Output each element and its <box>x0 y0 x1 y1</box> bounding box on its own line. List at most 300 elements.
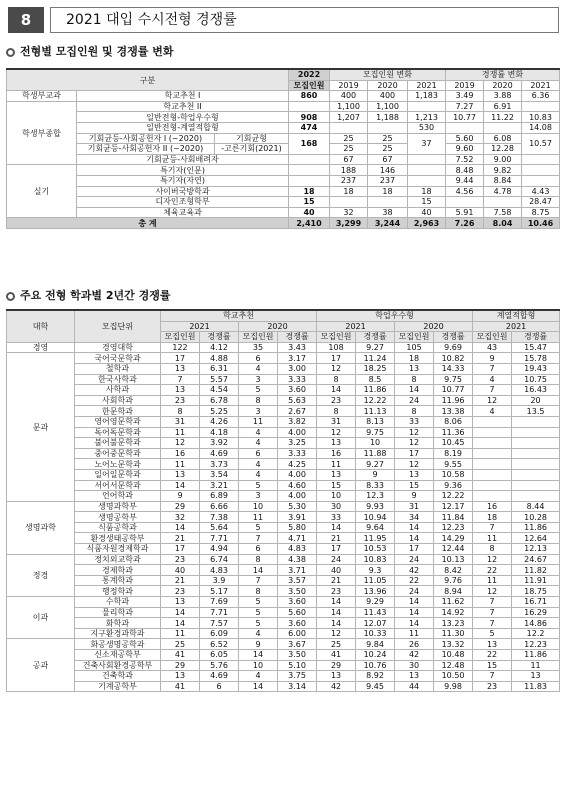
recruit-value: 38 <box>368 207 408 218</box>
value-cell: 14 <box>239 681 278 692</box>
value-cell: 4.38 <box>278 554 317 565</box>
value-cell: 10 <box>239 660 278 671</box>
column-header: 모집인원 변화 <box>330 69 446 80</box>
value-cell: 15 <box>395 480 434 491</box>
value-cell: 4 <box>473 374 512 385</box>
value-cell: 21 <box>317 575 356 586</box>
column-header: 2021 <box>473 321 560 332</box>
table-row <box>7 522 560 533</box>
value-cell: 18 <box>395 353 434 364</box>
value-cell <box>473 416 512 427</box>
value-cell: 3 <box>239 374 278 385</box>
value-cell: 10.45 <box>434 438 473 449</box>
value-cell: 16 <box>161 448 200 459</box>
ratio-value: 10.77 <box>446 112 484 123</box>
table-row <box>7 628 560 639</box>
value-cell: 12 <box>161 438 200 449</box>
value-cell: 23 <box>161 395 200 406</box>
table-row <box>7 395 560 406</box>
recruit-value <box>408 154 446 165</box>
table-row <box>7 554 560 565</box>
ratio-value: 4.78 <box>484 186 522 197</box>
value-cell: 11.91 <box>512 575 560 586</box>
ratio-value: 7.27 <box>446 101 484 112</box>
value-cell: 29 <box>161 501 200 512</box>
recruit-value: 1,100 <box>368 101 408 112</box>
recruit-value <box>408 165 446 176</box>
value-cell: 8.13 <box>356 416 395 427</box>
value-cell: 11.84 <box>434 512 473 523</box>
value-cell: 41 <box>161 681 200 692</box>
value-cell: 3.33 <box>278 374 317 385</box>
department-name: 식품자원경제학과 <box>75 544 161 555</box>
value-cell: 5 <box>473 628 512 639</box>
circle-bullet-icon <box>6 48 15 57</box>
value-2022: 15 <box>289 197 330 208</box>
value-cell: 13 <box>317 469 356 480</box>
table-row <box>7 406 560 417</box>
value-cell <box>512 491 560 502</box>
value-cell: 4.12 <box>200 342 239 353</box>
row-label: 특기자(자연) <box>77 175 289 186</box>
value-cell: 24 <box>395 586 434 597</box>
value-cell: 11 <box>239 512 278 523</box>
department-name: 행정학과 <box>75 586 161 597</box>
value-cell: 7 <box>473 607 512 618</box>
value-cell: 29 <box>161 660 200 671</box>
value-cell: 23 <box>317 586 356 597</box>
table-row <box>7 491 560 502</box>
department-name: 수학과 <box>75 597 161 608</box>
table-row <box>7 165 560 176</box>
row-label: 기회균등-사회공헌자 II (~2020) <box>77 144 215 155</box>
value-cell: 14 <box>395 533 434 544</box>
value-cell: 3.67 <box>278 639 317 650</box>
value-2022 <box>289 154 330 165</box>
recruit-value <box>408 175 446 186</box>
value-cell <box>473 459 512 470</box>
department-name: 생명과학부 <box>75 501 161 512</box>
value-cell: 8 <box>161 406 200 417</box>
column-header: 모집인원 <box>317 332 356 343</box>
value-cell: 13.5 <box>512 406 560 417</box>
value-2022: 18 <box>289 186 330 197</box>
value-cell: 8.44 <box>512 501 560 512</box>
ratio-value: 11.22 <box>484 112 522 123</box>
value-cell: 24 <box>317 554 356 565</box>
header-row <box>7 310 560 321</box>
section1-title: 전형별 모집인원 및 경쟁률 변화 <box>20 45 174 58</box>
value-cell: 5 <box>239 618 278 629</box>
value-cell: 20 <box>512 395 560 406</box>
value-cell: 11.36 <box>434 427 473 438</box>
value-cell: 5.80 <box>278 522 317 533</box>
value-cell: 10.82 <box>434 353 473 364</box>
table-row <box>7 575 560 586</box>
value-cell: 11 <box>473 575 512 586</box>
value-cell: 30 <box>317 501 356 512</box>
table-row <box>7 112 560 123</box>
value-cell: 12.13 <box>512 544 560 555</box>
value-cell: 7.57 <box>200 618 239 629</box>
value-cell: 6.78 <box>200 395 239 406</box>
value-cell: 9 <box>395 491 434 502</box>
total-value: 2,963 <box>408 218 446 229</box>
table-row <box>7 385 560 396</box>
value-cell: 4 <box>239 363 278 374</box>
value-cell: 32 <box>161 512 200 523</box>
value-cell: 18.25 <box>356 363 395 374</box>
recruit-value <box>368 122 408 133</box>
department-name: 물리학과 <box>75 607 161 618</box>
value-cell: 7 <box>239 533 278 544</box>
value-cell: 9.29 <box>356 597 395 608</box>
value-cell: 9.75 <box>356 427 395 438</box>
value-cell: 12.64 <box>512 533 560 544</box>
column-header: 계열적합형 <box>473 310 560 321</box>
value-cell: 7 <box>473 522 512 533</box>
value-cell: 8 <box>239 586 278 597</box>
recruit-value: 1,188 <box>368 112 408 123</box>
value-cell: 8 <box>239 395 278 406</box>
table-row <box>7 207 560 218</box>
row-label: 특기자(인문) <box>77 165 289 176</box>
row-label: 디자인조형학부 <box>77 197 289 208</box>
value-cell: 12 <box>395 438 434 449</box>
ratio-value: 10.57 <box>522 133 560 154</box>
row-sublabel: -고른기회(2021) <box>215 144 289 155</box>
recruit-value: 188 <box>330 165 368 176</box>
department-competition-table <box>6 309 560 692</box>
recruit-value: 25 <box>330 133 368 144</box>
value-cell: 6.31 <box>200 363 239 374</box>
department-name: 기계공학부 <box>75 681 161 692</box>
value-cell: 8 <box>395 406 434 417</box>
value-cell: 8.06 <box>434 416 473 427</box>
recruit-value: 18 <box>330 186 368 197</box>
value-cell: 12.23 <box>512 639 560 650</box>
value-cell: 9.75 <box>434 374 473 385</box>
recruit-value: 1,213 <box>408 112 446 123</box>
value-cell: 5.25 <box>200 406 239 417</box>
value-cell <box>512 416 560 427</box>
value-cell: 12.23 <box>434 522 473 533</box>
department-name: 불어불문학과 <box>75 438 161 449</box>
table-row <box>7 122 560 133</box>
value-cell: 5.57 <box>200 374 239 385</box>
column-header: 모집인원 <box>395 332 434 343</box>
value-cell <box>512 469 560 480</box>
column-header: 모집인원 <box>161 332 200 343</box>
value-cell: 10.13 <box>434 554 473 565</box>
value-cell: 14.92 <box>434 607 473 618</box>
value-cell: 16.71 <box>512 597 560 608</box>
value-cell: 14 <box>395 618 434 629</box>
value-cell: 10 <box>356 438 395 449</box>
value-cell: 14 <box>317 522 356 533</box>
value-cell: 9 <box>239 639 278 650</box>
value-cell: 12.07 <box>356 618 395 629</box>
value-cell: 25 <box>161 639 200 650</box>
value-cell: 5.10 <box>278 660 317 671</box>
value-cell <box>512 480 560 491</box>
value-cell: 10.58 <box>434 469 473 480</box>
value-cell: 7 <box>239 575 278 586</box>
value-cell: 4.83 <box>200 565 239 576</box>
value-cell: 3.14 <box>278 681 317 692</box>
value-cell: 4.69 <box>200 448 239 459</box>
value-cell: 14 <box>395 522 434 533</box>
value-cell: 4.69 <box>200 671 239 682</box>
value-cell: 5.64 <box>200 522 239 533</box>
value-cell: 3.17 <box>278 353 317 364</box>
value-cell: 4 <box>239 427 278 438</box>
college-cell: 정경 <box>7 554 75 596</box>
ratio-value <box>522 101 560 112</box>
column-header: 모집인원 <box>289 80 330 91</box>
total-value: 7.26 <box>446 218 484 229</box>
value-cell: 12 <box>473 554 512 565</box>
college-cell: 문과 <box>7 353 75 501</box>
value-cell: 11.24 <box>356 353 395 364</box>
college-cell: 이과 <box>7 597 75 639</box>
value-cell: 9 <box>356 469 395 480</box>
header-row <box>7 69 560 80</box>
value-cell: 13 <box>161 363 200 374</box>
recruit-value <box>330 197 368 208</box>
ratio-value: 9.82 <box>484 165 522 176</box>
department-name: 식품공학과 <box>75 522 161 533</box>
value-cell: 3.82 <box>278 416 317 427</box>
column-header: 학교추천 <box>161 310 317 321</box>
table-row <box>7 671 560 682</box>
value-cell: 31 <box>395 501 434 512</box>
table-row <box>7 544 560 555</box>
recruit-value: 37 <box>408 133 446 154</box>
value-cell: 122 <box>161 342 200 353</box>
value-cell: 2.67 <box>278 406 317 417</box>
department-name: 건축사회환경공학부 <box>75 660 161 671</box>
ratio-value: 7.52 <box>446 154 484 165</box>
column-header: 2020 <box>368 80 408 91</box>
value-cell: 9 <box>161 491 200 502</box>
value-cell: 42 <box>395 565 434 576</box>
value-cell: 35 <box>239 342 278 353</box>
value-cell <box>473 448 512 459</box>
value-cell: 4.71 <box>278 533 317 544</box>
value-cell: 23 <box>161 554 200 565</box>
table-row <box>7 342 560 353</box>
column-header: 모집단위 <box>75 310 161 342</box>
ratio-value <box>522 165 560 176</box>
ratio-value <box>484 197 522 208</box>
department-name: 영어영문학과 <box>75 416 161 427</box>
department-name: 경제학과 <box>75 565 161 576</box>
ratio-value <box>522 175 560 186</box>
ratio-value: 9.44 <box>446 175 484 186</box>
value-cell: 14 <box>317 597 356 608</box>
value-cell: 29 <box>317 660 356 671</box>
value-cell: 11.86 <box>356 385 395 396</box>
value-cell: 3.9 <box>200 575 239 586</box>
value-cell: 10.33 <box>356 628 395 639</box>
table-row <box>7 480 560 491</box>
ratio-value: 8.75 <box>522 207 560 218</box>
column-header: 2020 <box>484 80 522 91</box>
column-header: 2022 <box>289 69 330 80</box>
table-row <box>7 186 560 197</box>
value-cell: 18.75 <box>512 586 560 597</box>
value-cell: 14 <box>161 618 200 629</box>
value-cell: 6 <box>239 448 278 459</box>
row-label: 일반전형-계열적합형 <box>77 122 289 133</box>
value-cell: 11.05 <box>356 575 395 586</box>
department-name: 한국사학과 <box>75 374 161 385</box>
row-label: 사이버국방학과 <box>77 186 289 197</box>
table-row <box>7 154 560 165</box>
value-cell: 11 <box>395 628 434 639</box>
page-header <box>8 7 559 33</box>
row-label: 체육교육과 <box>77 207 289 218</box>
column-header: 대학 <box>7 310 75 342</box>
value-cell: 11.82 <box>512 565 560 576</box>
column-header: 경쟁률 변화 <box>446 69 560 80</box>
column-header: 구분 <box>7 69 289 91</box>
value-cell: 10.83 <box>356 554 395 565</box>
value-cell: 6 <box>200 681 239 692</box>
recruit-value: 1,207 <box>330 112 368 123</box>
value-cell: 3.43 <box>278 342 317 353</box>
value-cell: 34 <box>395 512 434 523</box>
recruit-value: 15 <box>408 197 446 208</box>
value-cell: 12.44 <box>434 544 473 555</box>
total-row <box>7 218 560 229</box>
value-2022: 168 <box>289 133 330 154</box>
value-cell: 17 <box>161 544 200 555</box>
table-row <box>7 416 560 427</box>
table-row <box>7 175 560 186</box>
value-cell <box>473 427 512 438</box>
value-cell: 14 <box>161 480 200 491</box>
column-header: 경쟁률 <box>278 332 317 343</box>
table-row <box>7 586 560 597</box>
value-cell: 15 <box>473 660 512 671</box>
value-cell: 14 <box>317 607 356 618</box>
table-row <box>7 374 560 385</box>
value-cell: 9.84 <box>356 639 395 650</box>
value-cell: 13.32 <box>434 639 473 650</box>
value-cell: 10.48 <box>434 650 473 661</box>
value-2022: 908 <box>289 112 330 123</box>
value-cell: 6 <box>239 353 278 364</box>
department-name: 신소재공학부 <box>75 650 161 661</box>
value-cell: 23 <box>317 395 356 406</box>
value-cell: 4.00 <box>278 491 317 502</box>
total-value: 3,244 <box>368 218 408 229</box>
table-row <box>7 363 560 374</box>
value-cell: 14 <box>239 650 278 661</box>
recruit-value: 67 <box>330 154 368 165</box>
value-cell: 24.67 <box>512 554 560 565</box>
row-label: 기회균등-사회배려자 <box>77 154 289 165</box>
value-cell: 23 <box>473 681 512 692</box>
value-cell: 11 <box>317 459 356 470</box>
ratio-value <box>484 122 522 133</box>
value-cell: 15.47 <box>512 342 560 353</box>
value-cell: 7.71 <box>200 533 239 544</box>
value-cell: 11.30 <box>434 628 473 639</box>
value-cell: 9 <box>473 353 512 364</box>
value-cell: 10.28 <box>512 512 560 523</box>
value-cell: 42 <box>317 681 356 692</box>
value-cell: 6 <box>239 544 278 555</box>
value-cell: 11 <box>161 427 200 438</box>
value-cell: 3 <box>239 491 278 502</box>
value-cell: 8 <box>239 554 278 565</box>
department-name: 환경생태공학부 <box>75 533 161 544</box>
value-cell: 13 <box>395 671 434 682</box>
table-row <box>7 353 560 364</box>
value-cell: 11.43 <box>356 607 395 618</box>
value-cell: 7 <box>473 385 512 396</box>
recruit-value: 530 <box>408 122 446 133</box>
value-cell: 12 <box>395 427 434 438</box>
value-cell: 3.60 <box>278 385 317 396</box>
value-cell: 9.64 <box>356 522 395 533</box>
department-name: 일어일문학과 <box>75 469 161 480</box>
ratio-value <box>522 154 560 165</box>
table-row <box>7 639 560 650</box>
value-cell: 4 <box>239 628 278 639</box>
recruit-value <box>408 101 446 112</box>
table-row <box>7 607 560 618</box>
recruit-value: 25 <box>368 144 408 155</box>
value-cell: 21 <box>161 575 200 586</box>
table-row <box>7 565 560 576</box>
value-cell: 3.73 <box>200 459 239 470</box>
value-2022: 860 <box>289 91 330 102</box>
row-label: 일반전형-학업우수형 <box>77 112 289 123</box>
value-cell: 10.24 <box>356 650 395 661</box>
value-cell: 4.54 <box>200 385 239 396</box>
value-cell: 9.45 <box>356 681 395 692</box>
value-cell: 12 <box>317 427 356 438</box>
ratio-value: 12.28 <box>484 144 522 155</box>
value-cell: 11.86 <box>512 522 560 533</box>
value-cell: 5 <box>239 385 278 396</box>
value-cell: 6.00 <box>278 628 317 639</box>
value-cell: 6.09 <box>200 628 239 639</box>
value-cell: 3.50 <box>278 650 317 661</box>
value-cell: 11 <box>239 416 278 427</box>
value-2022: 474 <box>289 122 330 133</box>
value-cell: 31 <box>317 416 356 427</box>
value-cell: 9.69 <box>434 342 473 353</box>
value-cell: 11.62 <box>434 597 473 608</box>
department-name: 철학과 <box>75 363 161 374</box>
department-name: 중어중문학과 <box>75 448 161 459</box>
value-cell: 12 <box>473 395 512 406</box>
value-cell: 13 <box>473 639 512 650</box>
value-cell: 11.13 <box>356 406 395 417</box>
value-cell: 12 <box>317 628 356 639</box>
value-cell: 33 <box>317 512 356 523</box>
value-cell: 13 <box>512 671 560 682</box>
value-cell: 5.17 <box>200 586 239 597</box>
table-row <box>7 650 560 661</box>
section2-heading <box>6 289 170 303</box>
value-2022: 40 <box>289 207 330 218</box>
